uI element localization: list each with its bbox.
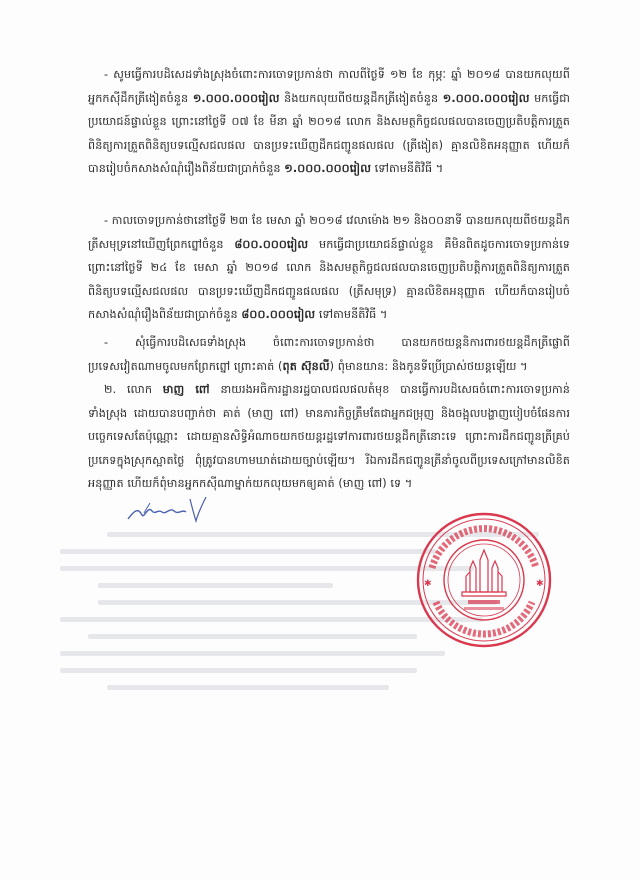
paragraph-3-name: ពុត ស៊ុនលី bbox=[282, 359, 330, 373]
paragraph-3-text-a: - សុំធ្វើការបដិសេធទាំងស្រុង ចំពោះការចោទប្រកាន់ថា បានយកថយន្តនិការពារថយន្តដឹកត្រីផ្លោពីប្រទេសវៀតណាមចូលមកព្រែកព្នៅ ព្រោះគាត់ ( bbox=[88, 336, 570, 373]
paragraph-2-text-c: ទៅតាមនីតិវិធី ។ bbox=[318, 308, 388, 321]
paragraph-1-text-d: ទៅតាមនីតិវិធី ។ bbox=[374, 162, 444, 175]
paragraph-3 bbox=[88, 331, 570, 378]
paragraph-2 bbox=[88, 209, 570, 327]
paragraph-2-text-a: - កាលចោទប្រកាន់ថានៅថ្ងៃទី ២៣ ខែ មេសា ឆ្នាំ ២០១៨ វេលាម៉ោង ២១ និង០០នាទី បានយកលុយពីថយន្តដឹកត្រីសមុទ្រនៅឃើញព្រែកព្នៅចំនួន bbox=[88, 214, 570, 251]
paragraph-1-amount-b: ១.០០០.០០០រៀល bbox=[442, 91, 530, 105]
paragraph-4-text-b: នាយរងអធិការដ្ឋានរដ្ឋបាលជលផលតំមុខ បានធ្វើការបដិសេធចំពោះការចោទប្រកាន់ទាំងស្រុង ដោយបានបញ្ជាក់ថា គាត់ (មាញ ពៅ) មានភារកិច្ចត្រឹមតែជាអ្នកជម្រុញ និងចង្អុលបង្ហាញបៀបចំផែនការបច្ចេកទេសតែប៉ុណ្ណោះ ដោយគ្មានសិទ្ធិអំណាចយកថយន្តរដ្ឋទៅការពារថយន្តដឹកត្រីនោះទេ ព្រោះការដឹកជញ្ជូនត្រីគ្រប់ប្រភេទក្នុងស្រុកស្អាតថ្ងៃ ពុំត្រូវបានហាមឃាត់ដោយច្បាប់ឡើយ។ រីឯការដឹកជញ្ជូនត្រីនាំចូលពីប្រទេសក្រៅមានលិខិតអនុញ្ញាត ហើយក៏ពុំមានអ្នកកស៊ីណាម្នាក់យកលុយមកឲ្យគាត់ (មាញ ពៅ) ទេ ។ bbox=[88, 383, 570, 490]
paragraph-2-amount-b: ៨០០.០០០រៀល bbox=[241, 308, 316, 321]
paragraph-4-text-a: ២. លោក bbox=[104, 383, 153, 396]
paragraph-2-amount-a: ៨០០.០០០រៀល bbox=[234, 237, 309, 251]
paragraph-1-text-a: - សូមធ្វើការបដិសេដទាំងស្រុងចំពោះការចោទប្រកាន់ថា កាលពីថ្ងៃទី ១២ ខែ កុម្ភៈ ឆ្នាំ ២០១៨ បានយកលុយពីអ្នកកស៊ីដឹកត្រីងៀតចំនួន bbox=[88, 68, 570, 105]
paragraph-4-name: មាញ ពៅ bbox=[162, 383, 210, 396]
svg-text:✱: ✱ bbox=[536, 579, 544, 589]
official-seal bbox=[414, 510, 554, 650]
paragraph-1 bbox=[88, 63, 570, 181]
paragraph-1-amount-c: ១.០០០.០០០រៀល bbox=[284, 162, 371, 175]
paragraph-1-amount-a: ១.០០០.០០០រៀល bbox=[192, 91, 280, 105]
paragraph-1-text-b: និងយកលុយពីថយន្តដឹកត្រីងៀតចំនួន bbox=[284, 91, 439, 105]
paragraph-3-text-b: ) ពុំមានយាន: និងកូនទីប្រើប្រាស់ថយន្តឡើយ ។ bbox=[329, 359, 528, 373]
svg-text:✱: ✱ bbox=[424, 579, 432, 589]
paragraph-2-text-b: មកធ្វើជាប្រយោជន៍ផ្ទាល់ខ្លួន គឺមិនពិតដូចការចោទប្រកាន់ទេ ព្រោះនៅថ្ងៃទី ២៤ ខែ មេសា ឆ្នាំ ២០១៨ លោក និងសមត្ថកិច្ចជលផលបានចេញប្រតិបត្តិការត្រួតពិនិត្យការត្រួតពិនិត្យបទល្មើសជលផល បានប្រទះឃើញដឹកជញ្ជូនផលផល (ត្រីសមុទ្រ) គ្មានលិខិតអនុញ្ញាត ហើយក៏បានរៀបចំកសាងសំណុំរឿងពិន័យជាប្រាក់ចំនួន bbox=[88, 237, 570, 321]
paragraph-1-text-c: មកធ្វើជាប្រយោជន៍ផ្ទាល់ខ្លួន ព្រោះនៅថ្ងៃទី ០៧ ខែ មីនា ឆ្នាំ ២០១៨ លោក និងសមត្ថកិច្ចជលផលបានចេញប្រតិបត្តិការត្រួតពិនិត្យការត្រួតពិនិត្យបទល្មើសជលផល បានប្រទះឃើញដឹកជញ្ជូនផលផល (ត្រីងៀត) គ្មានលិខិតអនុញ្ញាត ហើយក៏បានរៀបចំកសាងសំណុំរឿងពិន័យជាប្រាក់ចំនួន bbox=[88, 91, 571, 175]
paragraph-4 bbox=[88, 378, 570, 496]
